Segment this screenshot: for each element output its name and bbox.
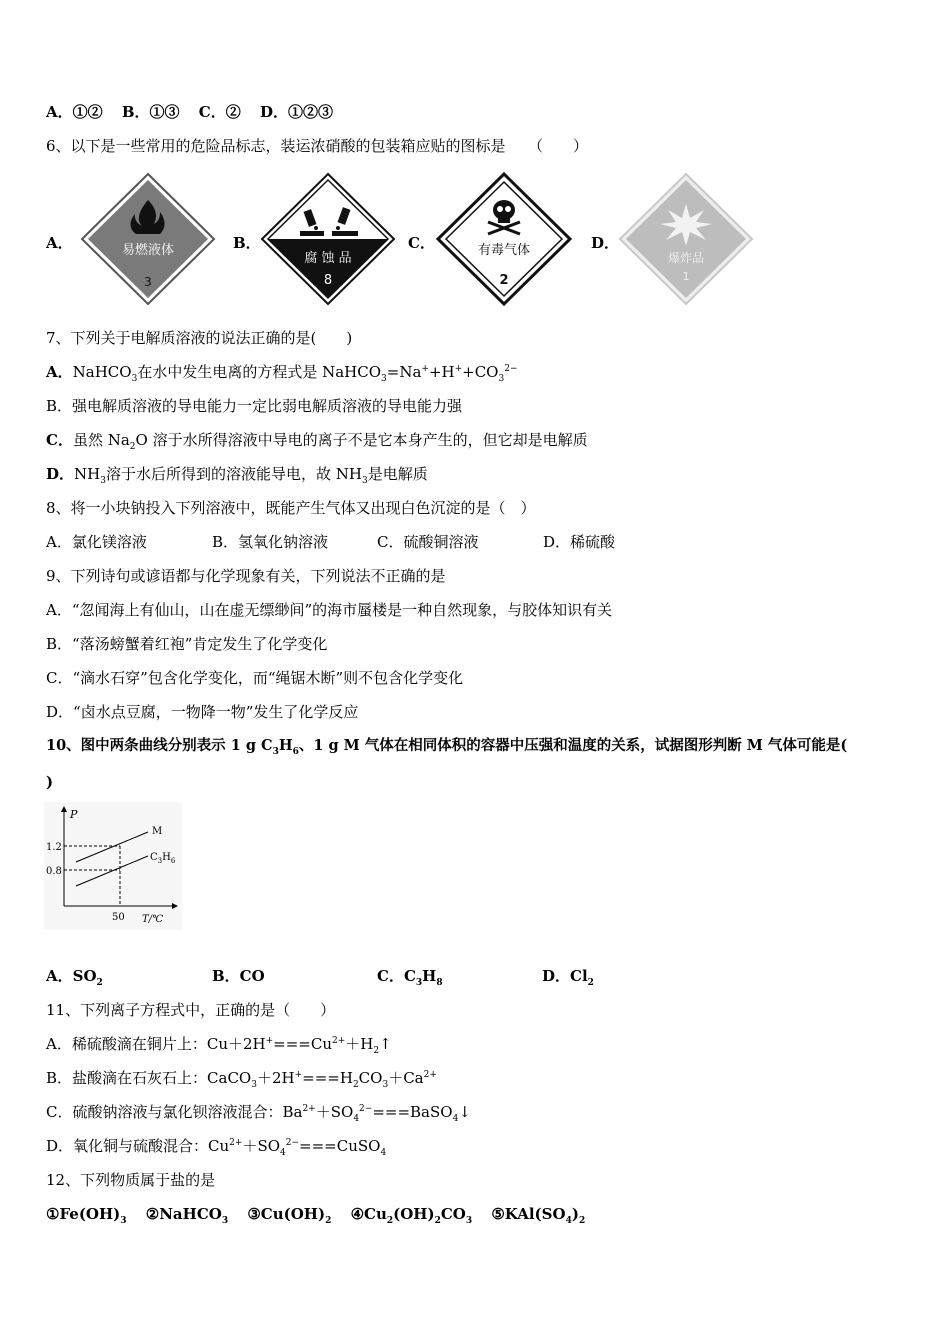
q12-item-2[interactable]: ②NaHCO$_3$ xyxy=(145,1205,229,1226)
q11-option-d[interactable]: D．氧化铜与硫酸混合：$Cu^{2+}+SO_4^{2-}===CuSO_4$ xyxy=(46,1137,387,1158)
q5-options xyxy=(46,102,333,122)
sign-c-number: 2 xyxy=(499,273,509,288)
q11-option-b[interactable]: B．盐酸滴在石灰石上：$CaCO_3+2H^+===H_2CO_3+Ca^{2+}$ xyxy=(46,1069,437,1090)
q10-option-d[interactable]: D．$Cl_2$ xyxy=(542,967,594,988)
q8-option-d[interactable]: D．稀硫酸 xyxy=(543,533,616,551)
sign-b-number: 8 xyxy=(323,273,333,288)
line-m-label: M xyxy=(152,826,163,837)
sign-a-number: 3 xyxy=(144,275,152,289)
sign-d-number: 1 xyxy=(682,270,690,283)
sign-corrosive[interactable] xyxy=(258,170,398,308)
q12-stem: 12、下列物质属于盐的是 xyxy=(46,1171,216,1189)
q7-option-c[interactable]: C．虽然 $Na_2O$ 溶于水所得溶液中导电的离子不是它本身产生的，但它却是电解质 xyxy=(46,431,588,452)
q6-stem: 6、以下是一些常用的危险品标志，装运浓硝酸的包装箱应贴的图标是 （ ） xyxy=(46,137,589,155)
q9-stem: 9、下列诗句或谚语都与化学现象有关，下列说法不正确的是 xyxy=(46,567,446,585)
q9-option-d[interactable]: D．“卤水点豆腐，一物降一物”发生了化学反应 xyxy=(46,703,359,721)
q5-option-c[interactable]: C．② xyxy=(198,103,241,121)
q10-pressure-temperature-graph xyxy=(44,802,182,930)
q9-option-c[interactable]: C．“滴水石穿”包含化学变化，而“绳锯木断”则不包含化学变化 xyxy=(46,669,464,687)
sign-c-text: 有毒气体 xyxy=(477,243,531,258)
q6-label-a[interactable]: A． xyxy=(46,234,73,252)
q12-item-5[interactable]: $⑤KAl(SO_4)_2$ xyxy=(491,1205,586,1226)
q9-option-a[interactable]: A．“忽闻海上有仙山，山在虚无缥缈间”的海市蜃楼是一种自然现象，与胶体知识有关 xyxy=(46,601,613,619)
q10-option-a[interactable]: A．$SO_2$ xyxy=(46,967,103,988)
sign-toxic-gas[interactable] xyxy=(434,170,574,308)
q6-label-b[interactable]: B． xyxy=(233,234,261,252)
q11-option-c[interactable]: C．硫酸钠溶液与氯化钡溶液混合：$Ba^{2+}+SO_4^{2-}===BaSO_4↓$ xyxy=(46,1103,471,1124)
q10-stem: 10、图中两条曲线分别表示 1 g $C_3H_6$、1 g M 气体在相同体积的容器中压强和温度的关系，试据图形判断 M 气体可能是( xyxy=(46,737,848,757)
q5-option-d[interactable]: D．①②③ xyxy=(259,103,333,121)
q8-options xyxy=(46,532,615,552)
q10-option-b[interactable]: B．CO xyxy=(212,967,265,985)
q5-option-b[interactable]: B．①③ xyxy=(121,103,180,121)
sign-b-text: 腐 蚀 品 xyxy=(304,251,352,266)
y-tick-1-2: 1.2 xyxy=(46,842,62,853)
q7-option-b[interactable]: B．强电解质溶液的导电能力一定比弱电解质溶液的导电能力强 xyxy=(46,397,463,415)
q6-label-c[interactable]: C． xyxy=(408,234,435,252)
sign-flammable-liquid[interactable] xyxy=(78,170,218,308)
q8-option-c[interactable]: C．硫酸铜溶液 xyxy=(377,533,479,551)
q11-option-a[interactable]: A．稀硫酸滴在铜片上：$Cu+2H^+===Cu^{2+}+H_2↑$ xyxy=(46,1035,392,1056)
sign-d-text: 爆炸品 xyxy=(667,251,705,265)
q8-option-a[interactable]: A．氯化镁溶液 xyxy=(46,533,147,551)
x-tick-50: 50 xyxy=(112,912,125,923)
q7-option-d[interactable]: D．$NH_3$溶于水后所得到的溶液能导电，故 $NH_3$是电解质 xyxy=(46,465,428,486)
sign-a-text: 易燃液体 xyxy=(121,243,175,258)
q10-stem-close: ) xyxy=(46,773,54,791)
q12-item-1[interactable]: $①Fe(OH)_3$ xyxy=(46,1205,127,1226)
q8-option-b[interactable]: B．氢氧化钠溶液 xyxy=(212,533,329,551)
q9-option-b[interactable]: B．“落汤螃蟹着红袍”肯定发生了化学变化 xyxy=(46,635,328,653)
q10-option-c[interactable]: C．$C_3H_8$ xyxy=(377,967,443,988)
line-c3h6-label: $C_3H_6$ xyxy=(150,852,176,865)
q5-option-a[interactable]: A．①② xyxy=(46,103,103,121)
q7-stem: 7、下列关于电解质溶液的说法正确的是( ) xyxy=(46,329,353,347)
q12-item-4[interactable]: $④Cu_2(OH)_2CO_3$ xyxy=(350,1205,473,1226)
q8-stem: 8、将一小块钠投入下列溶液中，既能产生气体又出现白色沉淀的是（ ） xyxy=(46,499,536,517)
q12-items xyxy=(46,1204,585,1224)
y-axis-label: P xyxy=(70,808,78,821)
q12-item-3[interactable]: $③Cu(OH)_2$ xyxy=(247,1205,332,1226)
q6-label-d[interactable]: D． xyxy=(591,234,620,252)
q11-stem: 11、下列离子方程式中，正确的是（ ） xyxy=(46,1001,336,1019)
x-axis-label: T/℃ xyxy=(142,914,164,925)
q10-options xyxy=(46,966,594,986)
y-tick-0-8: 0.8 xyxy=(46,866,62,877)
q7-option-a[interactable]: A．NaHCO$_3$在水中发生电离的方程式是 $NaHCO_3=Na^++H^++CO_3^{2-}$ xyxy=(46,363,518,384)
sign-explosive[interactable] xyxy=(616,170,756,308)
